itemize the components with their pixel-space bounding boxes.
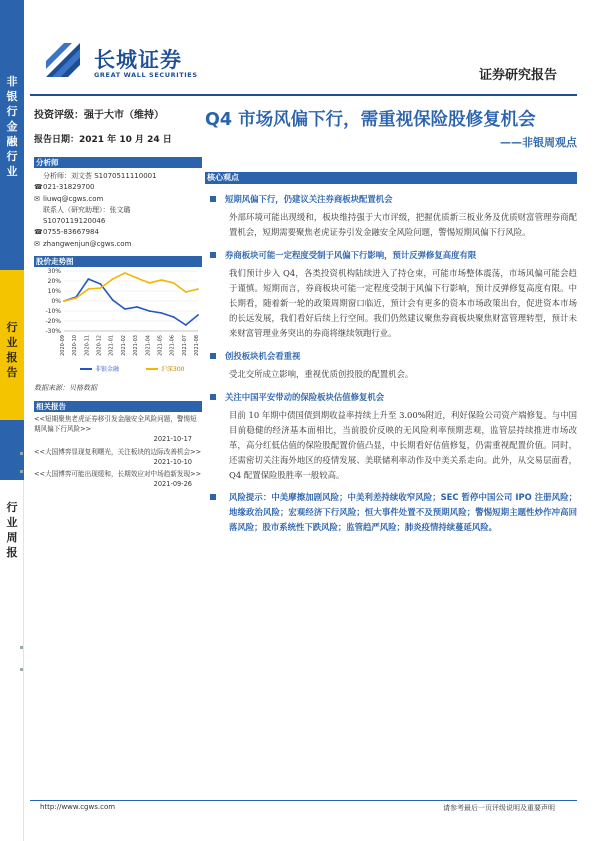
chart-y-tick-label: 10% <box>47 288 61 296</box>
point-heading: 关注中国平安带动的保险板块估值修复机会 <box>205 391 577 403</box>
chart-y-tick-label: -10% <box>45 308 61 316</box>
point-body: 目前 10 年期中债国债到期收益率持续上升至 3.00%附近，利好保险公司资产端修复。与中国目前稳健的经济基本面相比，当前股价反映的无风险利率预期悲观，监管层持续推进市场改革，高分红低估值的保险股配置价值凸显，中长期看好估值修复，仍需重视配置价值。同时，还需密切关注海外地区的疫情发展、美联储利率动作及中美关系走向。此外，从交易层面看，Q4 配置保险股胜率一般较高。 <box>229 410 577 480</box>
chart-data-point <box>75 297 77 299</box>
chart-data-point <box>197 314 199 316</box>
chart-data-point <box>63 300 65 302</box>
analyst-line <box>34 227 202 238</box>
chart-y-tick-label: 20% <box>47 278 61 286</box>
related-report-item[interactable] <box>34 414 202 445</box>
report-date: 报告日期：2021 年 10 月 24 日 <box>34 135 172 145</box>
contact-name: 联系人（研究助理）：张文璐 <box>43 205 131 214</box>
report-title: Q4 市场风偏下行，需重视保险股修复机会 <box>205 110 536 130</box>
analyst-line <box>34 182 202 193</box>
chart-data-point <box>161 312 163 314</box>
chart-x-tick-label: 2020-09 <box>60 335 66 356</box>
chart-series-line <box>64 273 198 301</box>
band-char: 业 <box>6 165 18 178</box>
band-dash-mark <box>20 646 23 649</box>
report-subtitle: ——非银周观点 <box>500 136 577 149</box>
analyst-line <box>34 239 202 250</box>
analyst-section-header: 分析师 <box>34 157 202 168</box>
band-dash-mark <box>20 452 23 455</box>
related-report-title[interactable]: <<大国博弈显现复利曙光，关注板块的边际改善机会>> <box>34 447 202 456</box>
chart-data-point <box>112 299 114 301</box>
chart-x-tick-label: 2020-10 <box>72 335 79 356</box>
risk-warning: 风险提示：中美摩擦加剧风险；中美利差持续收窄风险；SEC 暂停中国公司 IPO 注册风险；地缘政治风险；宏观经济下行风险；恒大事件处置不及预期风险；警惕短期主题性炒作冲高回落风险；股市系统性下跌风险；监管趋严风险；肺炎疫情持续蔓延风险。 <box>205 490 577 535</box>
point-heading: 券商板块可能一定程度受制于风偏下行影响，预计反弹修复高度有限 <box>205 249 577 261</box>
logo-text-cn: 长城证券 <box>94 48 182 72</box>
band-char: 报 <box>6 546 18 559</box>
chart-x-tick-label: 2021-06 <box>169 335 176 356</box>
analyst-line <box>34 216 202 227</box>
contact-id: S1070119120046 <box>43 217 106 226</box>
chart-x-tick-label: 2021-08 <box>194 335 200 356</box>
chart-data-point <box>185 291 187 293</box>
price-chart-header: 股价走势图 <box>34 256 202 267</box>
chart-data-point <box>136 277 138 279</box>
chart-data-point <box>87 278 89 280</box>
report-type-label: 证券研究报告 <box>478 68 557 83</box>
chart-data-point <box>173 316 175 318</box>
related-reports-list <box>34 414 202 489</box>
footer-website-link[interactable]: http://www.cgws.com <box>40 803 116 811</box>
contact-phone: 0755-83667984 <box>43 228 99 237</box>
footer-disclaimer-note: 请参考最后一页评级说明及重要声明 <box>443 804 555 812</box>
point-body: 我们预计步入 Q4，各类投资机构陆续进入了持仓束，可能市场整体震荡，市场风偏可能会趋于谨慎。短期而言，券商板块可能一定程度受制于风偏下行影响，预计反弹修复高度有限。中长期看，随着新一轮的政策周期窗口临近，预计会有更多的资本市场政策出台，促进资本市场的长远发展，我们看好后续上行空间。我们仍然建议聚焦券商板块聚焦财富管理转型，预计未来财富管理业务突出的券商将继续领跑行业。 <box>229 268 577 338</box>
chart-data-point <box>87 288 89 290</box>
band-char: 非 <box>6 75 18 88</box>
point-heading: 短期风偏下行，仍建议关注券商板块配置机会 <box>205 193 577 205</box>
core-views-header: 核心观点 <box>205 172 577 184</box>
data-source-note: 数据来源：贝格数据 <box>34 384 97 393</box>
band-char: 业 <box>6 516 18 529</box>
chart-data-point <box>173 282 175 284</box>
chart-x-tick-label: 2021-04 <box>145 335 152 356</box>
related-report-date: 2021-10-17 <box>153 435 192 444</box>
logo-icon <box>44 41 82 79</box>
band-char: 银 <box>6 90 18 103</box>
sidebar-weekly-label <box>0 500 24 560</box>
band-char: 行 <box>6 321 18 334</box>
sidebar-industry-label <box>0 74 24 179</box>
chart-data-point <box>197 288 199 290</box>
band-char: 融 <box>6 135 18 148</box>
related-report-title[interactable]: <<大国博弈可能出现缓和，长期效应对中场趋新发现>> <box>34 470 202 479</box>
band-dash-mark <box>20 470 23 473</box>
band-char: 行 <box>6 150 18 163</box>
chart-data-point <box>124 308 126 310</box>
analyst-line <box>34 171 202 182</box>
related-report-date: 2021-10-10 <box>153 457 192 466</box>
related-reports-header: 相关报告 <box>34 401 202 412</box>
analyst-line-text: 分析师：刘文荟 S1070511110001 <box>43 172 157 180</box>
chart-data-point <box>100 287 102 289</box>
chart-x-tick-label: 2021-07 <box>181 335 188 356</box>
related-report-item[interactable] <box>34 469 202 489</box>
band-char: 行 <box>6 105 18 118</box>
chart-x-tick-label: 2021-03 <box>133 335 140 356</box>
chart-x-tick-label: 2020-12 <box>96 335 103 356</box>
logo-text-en: GREAT WALL SECURITIES <box>94 71 198 79</box>
chart-data-point <box>148 310 150 312</box>
point-body: 外部环境可能出现缓和，板块维持强于大市评级，把握优质新三板业务及优质财富管理券商配置机会，短期需要聚焦老虎证券引发金融安全风险问题，警惕短期风偏下行风险。 <box>229 212 577 237</box>
chart-x-tick-label: 2021-05 <box>157 335 164 356</box>
chart-legend-label: 沪深300 <box>161 366 185 374</box>
price-trend-chart <box>34 267 202 377</box>
chart-x-tick-label: 2021-02 <box>120 335 127 356</box>
email-icon: ✉ <box>34 239 40 248</box>
related-report-item[interactable] <box>34 447 202 467</box>
band-char: 告 <box>6 366 18 379</box>
band-dash-mark <box>20 668 23 671</box>
band-char: 金 <box>6 120 18 133</box>
chart-data-point <box>185 324 187 326</box>
chart-legend-label: 非银金融 <box>95 366 120 374</box>
band-char: 行 <box>6 501 18 514</box>
analyst-line <box>34 194 202 205</box>
chart-data-point <box>100 283 102 285</box>
band-char: 报 <box>6 351 18 364</box>
chart-data-point <box>124 272 126 274</box>
chart-data-point <box>112 278 114 280</box>
chart-x-tick-label: 2021-01 <box>108 335 115 356</box>
main-content <box>205 108 577 535</box>
investment-rating: 投资评级：强于大市（维持） <box>34 110 164 121</box>
point-body: 受北交所成立影响，重视优质创投股的配置机会。 <box>229 369 414 379</box>
phone-icon: ☎ <box>34 228 43 237</box>
chart-data-point <box>136 306 138 308</box>
price-trend-svg <box>34 267 202 377</box>
chart-y-tick-label: -30% <box>45 328 61 336</box>
chart-y-tick-label: 0% <box>51 298 61 306</box>
chart-y-tick-label: 30% <box>47 268 61 276</box>
chart-data-point <box>161 279 163 281</box>
left-info-column <box>34 106 202 490</box>
sidebar-report-label <box>0 320 24 380</box>
related-report-title[interactable]: <<短期聚焦老虎证券移引发金融安全风险问题，警惕短期风偏下行风险>> <box>34 415 197 434</box>
email-icon: ✉ <box>34 194 40 203</box>
analyst-info <box>34 171 202 250</box>
contact-email[interactable]: zhangwenjun@cgws.com <box>43 239 132 248</box>
analyst-line <box>34 205 202 216</box>
chart-data-point <box>148 282 150 284</box>
chart-x-tick-label: 2020-11 <box>84 335 91 356</box>
footer-divider <box>30 800 577 801</box>
band-char: 周 <box>6 531 18 544</box>
phone-icon: ☎ <box>34 183 43 192</box>
band-char: 业 <box>6 336 18 349</box>
analyst-phone: 021-31829700 <box>43 183 95 192</box>
point-heading: 创投板块机会看重视 <box>205 350 577 362</box>
analyst-email[interactable]: liuwq@cgws.com <box>43 194 104 203</box>
header-divider <box>30 94 577 96</box>
chart-y-tick-label: -20% <box>45 318 61 326</box>
related-report-date: 2021-09-26 <box>153 480 192 489</box>
